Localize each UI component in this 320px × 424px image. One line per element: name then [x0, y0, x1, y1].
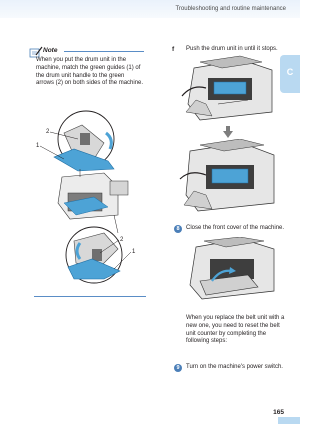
note-heading: Note — [43, 47, 58, 54]
down-arrow-icon — [223, 126, 233, 138]
step-9-text: Turn on the machine's power switch. — [186, 364, 283, 370]
step-f-number: f — [172, 46, 175, 53]
page-number: 165 — [273, 409, 284, 416]
note-rule-top — [64, 51, 144, 52]
belt-reset-paragraph: When you replace the belt unit with a new one, you need to reset the belt unit counter by completing the following steps: — [186, 315, 285, 345]
callout-2-upper: 2 — [46, 129, 50, 135]
page-band — [278, 417, 300, 424]
step-8-badge: 8 — [174, 225, 182, 233]
callout-1-upper: 1 — [36, 143, 40, 149]
note-text: When you put the drum unit in the machine, match the green guides (1) of the drum unit handle to the green arrows (2) on both sides of the machine. — [36, 57, 144, 87]
step-f-text: Push the drum unit in until it stops. — [186, 46, 278, 52]
chapter-tab — [280, 55, 300, 93]
step-8-text: Close the front cover of the machine. — [186, 225, 285, 231]
close-cover-illustration — [176, 237, 284, 303]
callout-1-lower: 1 — [132, 249, 136, 255]
drum-inserted-illustration — [172, 139, 282, 215]
callout-2-lower: 2 — [120, 237, 124, 243]
running-header: Troubleshooting and routine maintenance — [175, 6, 286, 12]
note-rule-bottom — [34, 296, 146, 297]
push-drum-illustration — [172, 54, 282, 124]
drum-guide-illustration — [34, 103, 146, 287]
chapter-letter: C — [286, 67, 294, 77]
step-9-badge: 9 — [174, 364, 182, 372]
